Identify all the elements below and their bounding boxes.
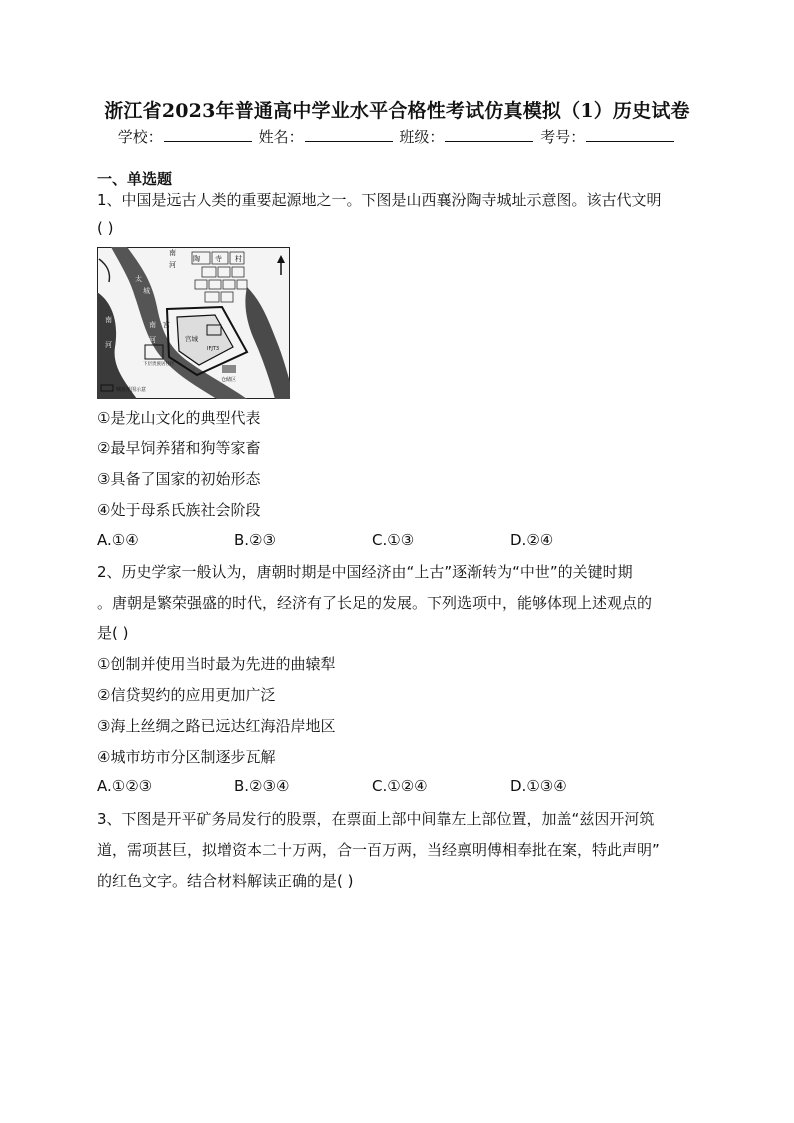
school-blank[interactable] bbox=[164, 127, 252, 142]
class-label: 班级： bbox=[399, 128, 445, 146]
q1-stem-line2: ( ) bbox=[97, 219, 114, 237]
q1-item-2: ②最早饲养猪和狗等家畜 bbox=[97, 439, 261, 457]
map-label-he-2: 河 bbox=[105, 341, 112, 349]
map-label-tao: 陶 bbox=[193, 255, 200, 263]
map-label-storage: 仓储区 bbox=[221, 377, 237, 383]
map-label-nan-1: 南 bbox=[169, 249, 176, 257]
name-label: 姓名： bbox=[258, 128, 304, 146]
map-label-tai: 太 bbox=[135, 275, 142, 283]
q2-stem-line2: 。唐朝是繁荣强盛的时代，经济有了长足的发展。下列选项中，能够体现上述观点的 bbox=[97, 594, 653, 612]
q1-item-3: ③具备了国家的初始形态 bbox=[97, 470, 261, 488]
map-label-palace-city: 宫城 bbox=[185, 335, 198, 343]
q2-option-d[interactable]: D.①③④ bbox=[510, 777, 567, 795]
map-label-he-1: 河 bbox=[169, 261, 176, 269]
q1-option-c[interactable]: C.①③ bbox=[372, 531, 415, 549]
q1-option-d[interactable]: D.②④ bbox=[510, 531, 554, 549]
student-info-row bbox=[0, 126, 794, 147]
map-label-si: 寺 bbox=[215, 255, 222, 263]
school-label: 学校： bbox=[117, 128, 163, 146]
map-label-legend: 城址范围示意 bbox=[116, 387, 147, 393]
q2-item-2: ②信贷契约的应用更加广泛 bbox=[97, 686, 276, 704]
map-label-ifjt3: IFJT3 bbox=[207, 346, 220, 352]
q2-option-a[interactable]: A.①②③ bbox=[97, 777, 153, 795]
q3-stem-line3: 的红色文字。结合材料解读正确的是( ) bbox=[97, 872, 354, 890]
q1-stem-line1: 1、中国是远古人类的重要起源地之一。下图是山西襄汾陶寺城址示意图。该古代文明 bbox=[97, 191, 662, 209]
q2-stem-line1: 2、历史学家一般认为，唐朝时期是中国经济由“上古”逐渐转为“中世”的关键时期 bbox=[97, 563, 633, 581]
number-label: 考号： bbox=[540, 128, 586, 146]
map-label-cun: 村 bbox=[235, 255, 242, 263]
map-label-cheng: 城 bbox=[143, 287, 150, 295]
q2-option-b[interactable]: B.②③④ bbox=[234, 777, 290, 795]
section-heading: 一、单选题 bbox=[97, 170, 173, 188]
q1-option-a[interactable]: A.①④ bbox=[97, 531, 139, 549]
q2-option-c[interactable]: C.①②④ bbox=[372, 777, 428, 795]
taosi-site-map bbox=[97, 247, 290, 399]
q3-stem-line1: 3、下图是开平矿务局发行的股票，在票面上部中间靠左上部位置，加盖“兹因开河筑 bbox=[97, 810, 655, 828]
name-blank[interactable] bbox=[305, 127, 393, 142]
q1-option-b[interactable]: B.②③ bbox=[234, 531, 276, 549]
q2-stem-line3: 是( ) bbox=[97, 624, 129, 642]
map-label-residential: 下层贵族居住区 bbox=[143, 362, 175, 367]
q2-item-1: ①创制并使用当时最为先进的曲辕犁 bbox=[97, 655, 336, 673]
map-label-nan-3: 南 bbox=[149, 321, 156, 329]
class-blank[interactable] bbox=[445, 127, 533, 142]
map-label-nan-2: 南 bbox=[105, 316, 112, 324]
q2-item-3: ③海上丝绸之路已远达红海沿岸地区 bbox=[97, 717, 336, 735]
map-label-he-3: 河 bbox=[149, 336, 156, 344]
page-title: 浙江省2023年普通高中学业水平合格性考试仿真模拟（1）历史试卷 bbox=[104, 100, 690, 122]
q1-item-4: ④处于母系氏族社会阶段 bbox=[97, 501, 261, 519]
number-blank[interactable] bbox=[586, 127, 674, 142]
q2-item-4: ④城市坊市分区制逐步瓦解 bbox=[97, 748, 276, 766]
q1-item-1: ①是龙山文化的典型代表 bbox=[97, 409, 261, 427]
q3-stem-line2: 道，需项甚巨，拟增资本二十万两，合一百万两，当经禀明傅相奉批在案，特此声明” bbox=[97, 841, 660, 859]
map-label-gong: 宫 bbox=[163, 321, 170, 329]
